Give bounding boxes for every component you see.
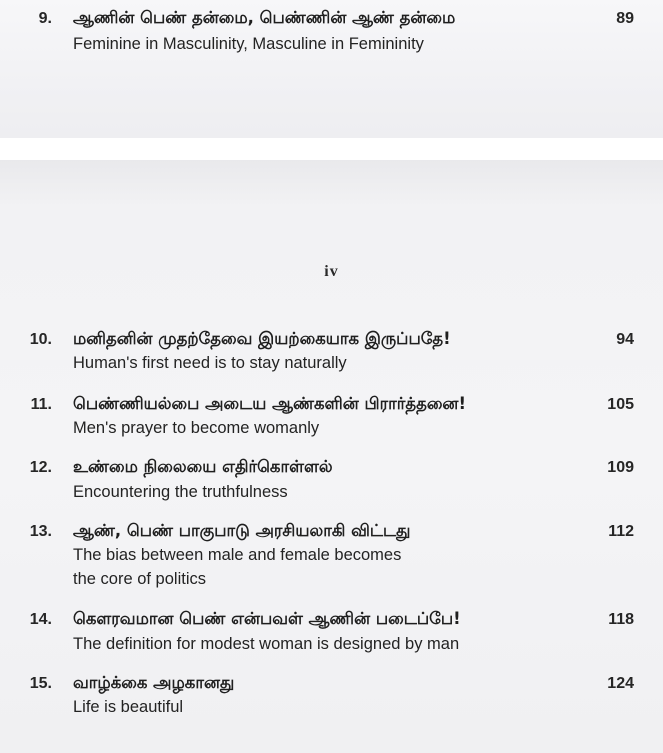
entry-title-english: Feminine in Masculinity, Masculine in Femininity <box>73 35 424 53</box>
entry-page: 89 <box>616 10 634 27</box>
entry-page: 118 <box>608 611 634 628</box>
entry-title-english: Life is beautiful <box>73 698 184 716</box>
entry-title-english: Encountering the truthfulness <box>73 483 288 501</box>
entry-number: 9. <box>38 10 52 27</box>
entry-page: 112 <box>608 523 634 540</box>
entry-title-english: The bias between male and female becomes <box>73 546 402 564</box>
entry-number: 14. <box>29 611 52 628</box>
page-gap <box>0 138 663 160</box>
page-number: iv <box>324 263 339 280</box>
entry-title-tamil: கௌரவமான பெண் என்பவள் ஆணின் படைப்பே! <box>73 609 461 628</box>
entry-number: 15. <box>29 675 52 692</box>
entry-number: 13. <box>29 523 52 540</box>
entry-title-tamil: பெண்ணியல்பை அடைய ஆண்களின் பிரார்த்தனை! <box>73 394 466 413</box>
entry-title-english: Human's first need is to stay naturally <box>73 354 347 372</box>
entry-page: 109 <box>607 459 634 476</box>
entry-title-english: Men's prayer to become womanly <box>73 419 320 437</box>
entry-title-english: The definition for modest woman is designed by man <box>73 635 460 653</box>
entry-page: 105 <box>607 396 634 413</box>
entry-page: 124 <box>607 675 634 692</box>
entry-title-tamil: வாழ்க்கை அழகானது <box>73 673 235 692</box>
entry-number: 10. <box>29 331 52 348</box>
entry-title-tamil: ஆணின் பெண் தன்மை, பெண்ணின் ஆண் தன்மை <box>73 8 456 27</box>
entry-page: 94 <box>616 331 634 348</box>
entry-title-tamil: ஆண், பெண் பாகுபாடு அரசியலாகி விட்டது <box>73 521 411 540</box>
entry-title-tamil: உண்மை நிலையை எதிர்கொள்ளல் <box>73 457 333 476</box>
entry-number: 11. <box>30 396 52 413</box>
entry-title-english-line-2: the core of politics <box>73 570 206 588</box>
entry-number: 12. <box>29 459 52 476</box>
entry-title-tamil: மனிதனின் முதற்தேவை இயற்கையாக இருப்பதே! <box>73 329 451 348</box>
